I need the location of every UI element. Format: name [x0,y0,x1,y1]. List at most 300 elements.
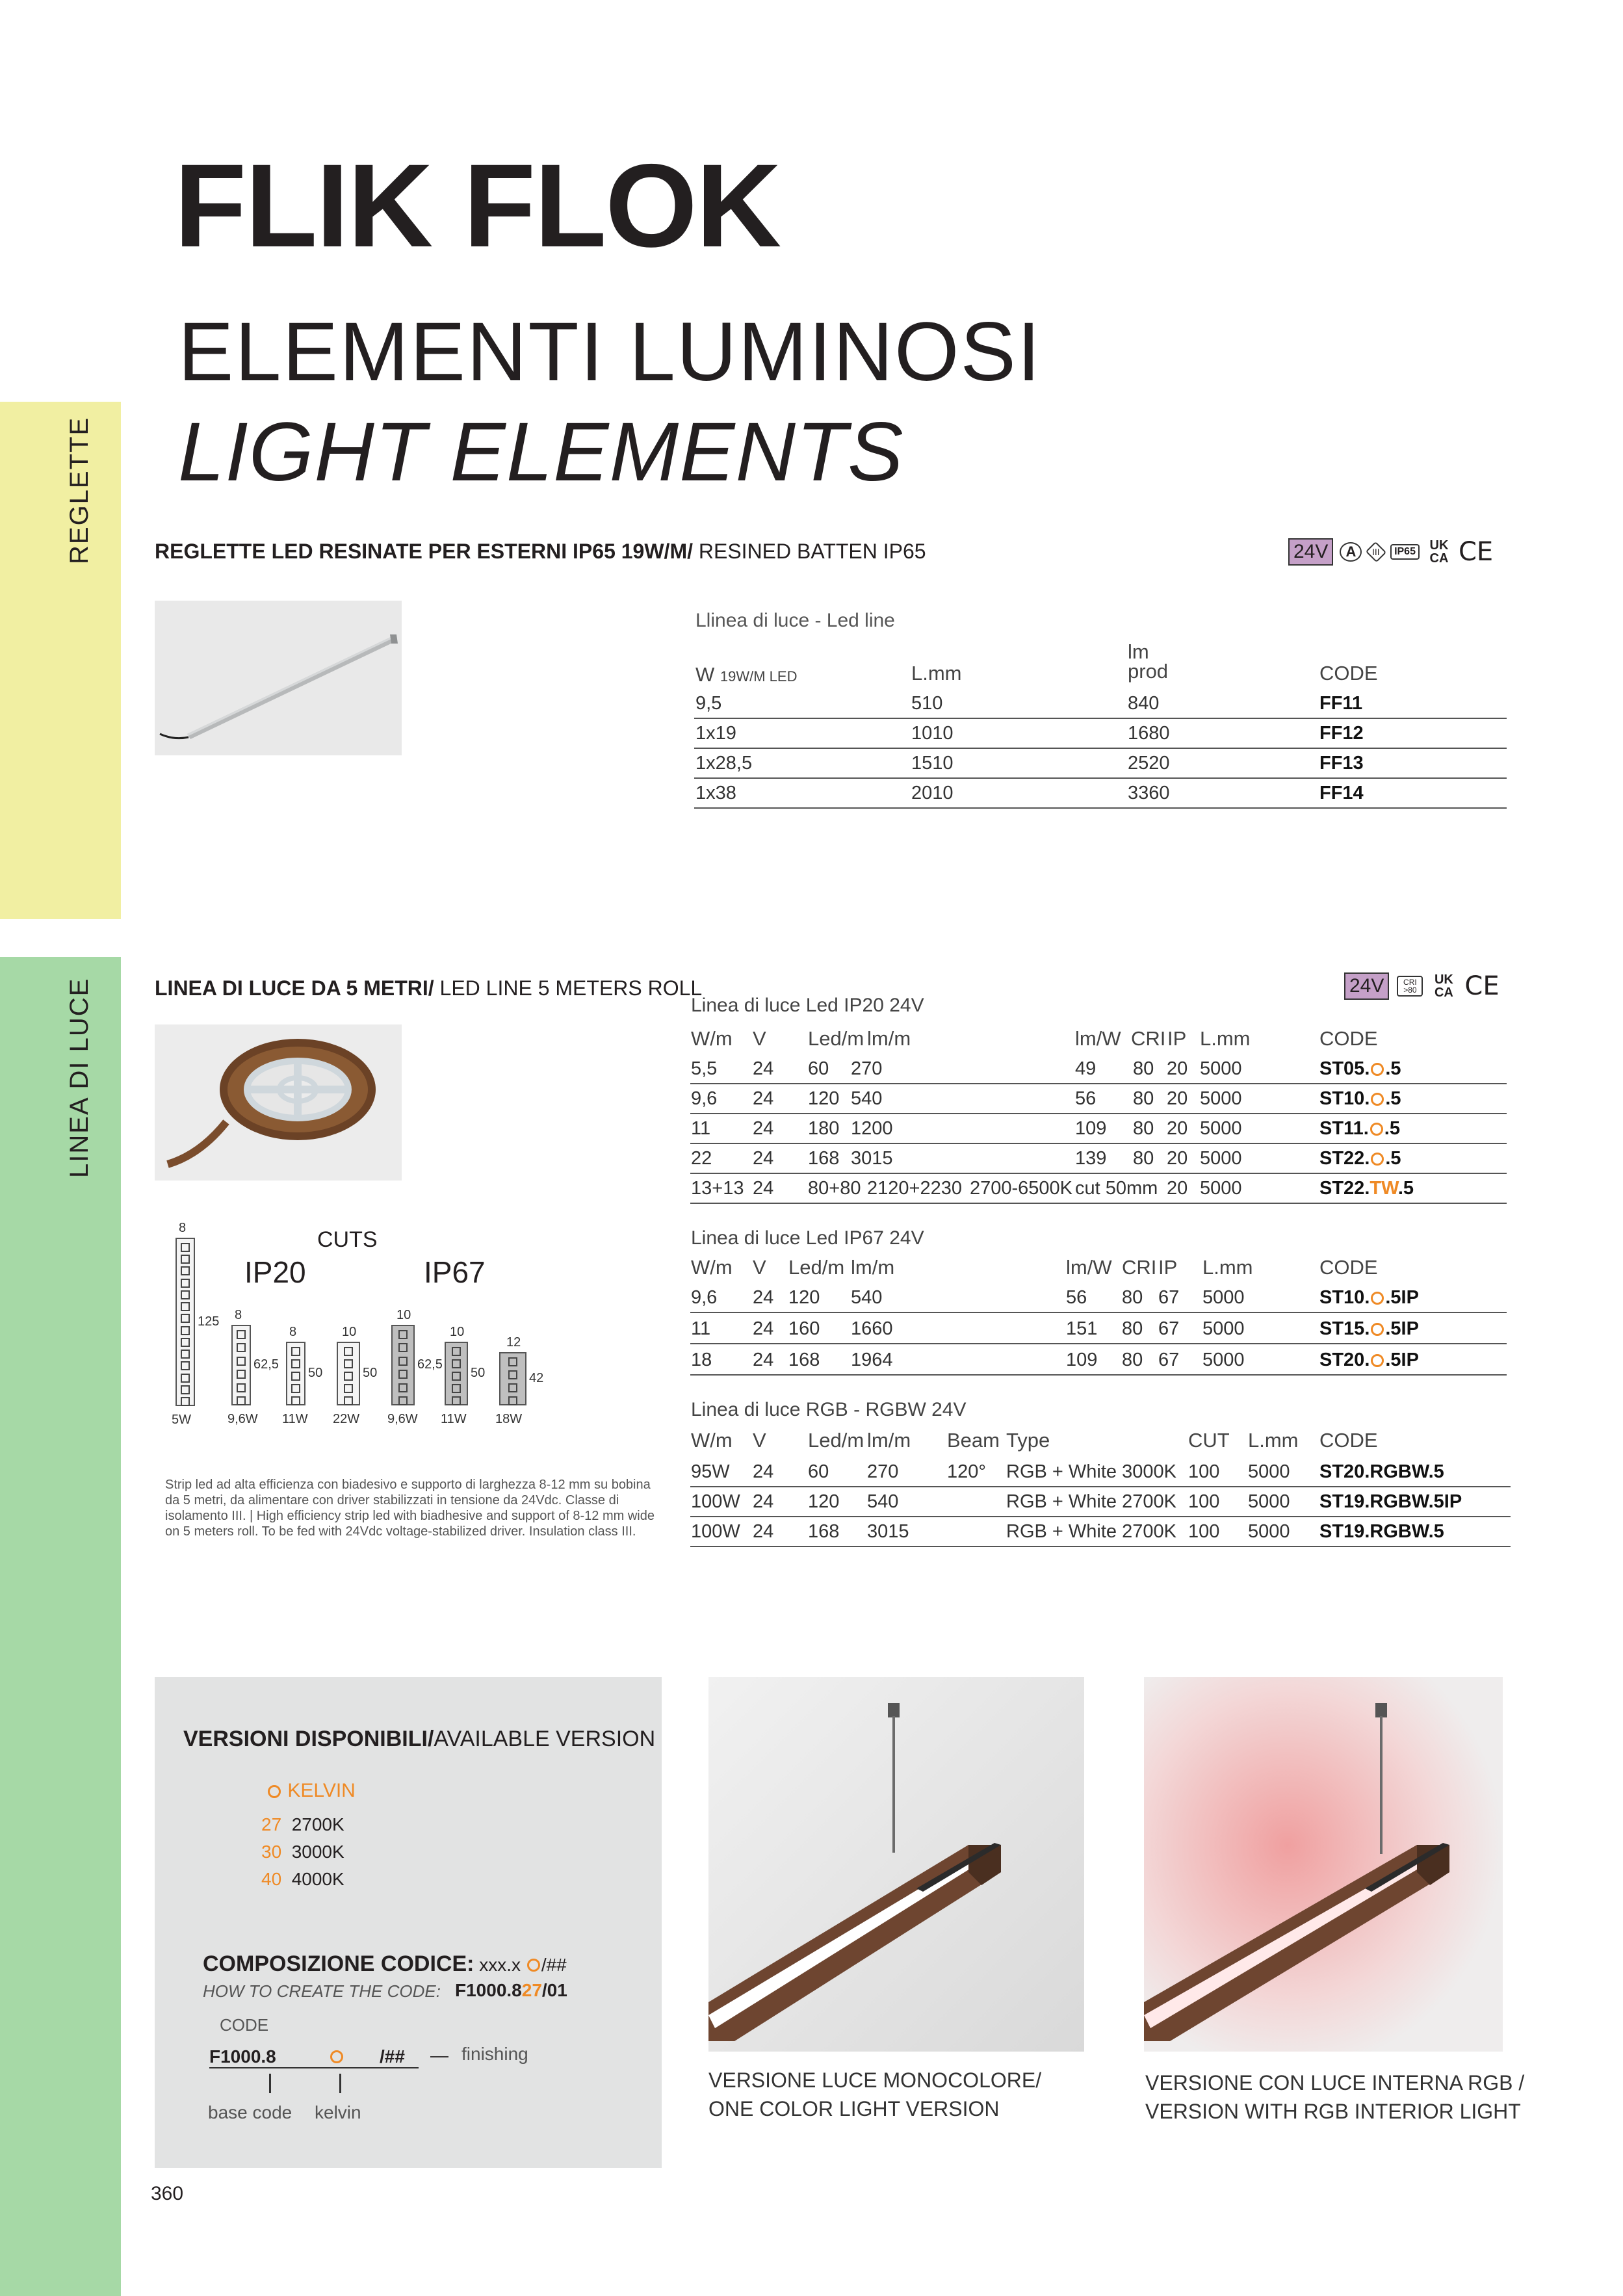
product-code [1319,1088,1401,1110]
table-header-cell: V [753,1027,766,1050]
table-cell: 2120+2230 [867,1178,962,1199]
table-row-divider [690,1143,1507,1144]
table-row-divider [694,777,1507,779]
ce-icon-linea: CE [1464,971,1500,1001]
led-chip [237,1330,246,1339]
led-chip [237,1396,246,1405]
howto-label: HOW TO CREATE THE CODE: [203,1981,441,2001]
code-example: F1000.827/01 [455,1980,567,2000]
strip-power-label: 5W [172,1413,191,1427]
strip-width-label: 10 [396,1308,411,1322]
table-cell: 510 [911,693,943,714]
product-code [1319,1350,1419,1371]
led-chip [452,1384,461,1393]
table-header-cell: lm/m [867,1429,911,1452]
code-suffix: .5IP [1385,1350,1419,1370]
strip-cut-length-label: 42 [529,1371,544,1385]
rgb-caption: VERSIONE CON LUCE INTERNA RGB / VERSION WITH RGB INTERIOR LIGHT [1145,2071,1525,2123]
code-prefix: ST15. [1319,1318,1370,1339]
kelvin-ring-icon [527,1959,540,1972]
rgb-photo [1144,1677,1503,2052]
led-chip [237,1383,246,1392]
led-chip [181,1385,190,1394]
table-header-cell: IP [1167,1027,1187,1050]
strip-cut-length-label: 62,5 [253,1357,279,1372]
led-chip [452,1359,461,1368]
kelvin-ring-icon [1371,1292,1384,1305]
code-suffix: .5 [1385,1148,1401,1169]
table-cell: 67 [1158,1350,1180,1370]
table-cell: 270 [851,1058,883,1079]
table-caption-ip67: Linea di luce Led IP67 24V [691,1227,924,1249]
batten-photo [155,601,402,755]
table-cell: 24 [753,1491,774,1512]
strip-cut-length-label: 50 [363,1366,378,1380]
table-header-cell: L.mm [1248,1429,1299,1452]
versions-box [155,1677,662,2168]
code-suffix: .5IP [1385,1287,1419,1308]
header-w: W 19W/M LED [695,663,798,686]
table-caption-led-line: Llinea di luce - Led line [695,610,895,631]
led-chip [181,1255,190,1264]
table-cell: 120 [808,1491,840,1512]
table-cell: 168 [808,1148,840,1169]
table-cell: 1x19 [695,723,736,744]
page-number: 360 [151,2183,184,2204]
kelvin-ring-icon [268,1785,281,1798]
table-cell: 109 [1066,1350,1098,1370]
table-cell: 11 [691,1318,711,1339]
led-chip [452,1396,461,1405]
table-row-divider [690,1083,1507,1084]
ip65-icon: IP65 [1390,544,1420,560]
table-cell: 24 [753,1118,774,1139]
led-chip [181,1243,190,1252]
table-cell: 24 [753,1461,774,1482]
table-cell: 80 [1133,1148,1154,1169]
table-cell: 1964 [851,1350,893,1370]
kelvin-ring-icon [1371,1323,1384,1336]
led-chip [398,1357,408,1366]
kelvin-ring-icon [1371,1153,1384,1166]
table-cell: 100W [691,1491,740,1512]
table-cell: 100 [1188,1491,1220,1512]
table-header-cell: CRI [1131,1027,1166,1050]
product-code [1319,1178,1414,1199]
code-prefix: ST10. [1319,1088,1370,1109]
table-header-cell: W/m [691,1256,733,1279]
table-header-cell: CUT [1188,1429,1230,1452]
table-header-cell: CODE [1319,1256,1378,1279]
led-chip [181,1290,190,1299]
table-cell: 5000 [1248,1461,1290,1482]
table-cell: 11 [691,1118,711,1139]
led-chip [181,1338,190,1347]
table-row-divider [690,1546,1511,1547]
strip-power-label: 11W [282,1412,308,1426]
table-cell: 20 [1167,1088,1188,1109]
table-cell: 5000 [1202,1287,1245,1308]
table-cell: 9,5 [695,693,722,714]
table-cell: 80 [1133,1088,1154,1109]
table-cell: 24 [753,1350,774,1370]
led-chip [452,1347,461,1356]
kelvin-ring-icon [1371,1354,1384,1367]
led-chip [291,1396,300,1405]
table-row-divider [690,1343,1507,1344]
table-cell: 24 [753,1058,774,1079]
table-cell: 20 [1167,1178,1188,1199]
led-chip [181,1350,190,1359]
table-cell: 840 [1128,693,1160,714]
table-header-cell: W/m [691,1429,733,1452]
table-header-cell: L.mm [1200,1027,1251,1050]
table-cell: 100W [691,1521,740,1542]
table-cell: 160 [788,1318,820,1339]
strip-width-label: 8 [235,1308,242,1322]
table-cell: 100 [1188,1521,1220,1542]
strip-description: Strip led ad alta efficienza con biadesivo e supporto di larghezza 8-12 mm su bobina da 5 metri, da alimentare con driver stabilizzati in tensione da 24Vdc. Classe di isolamento III. | High efficiency strip led with biadhesive and support of 8-12 mm wide on 5 meters roll. To be fed with 24Vdc voltage-stabilized driver. Insulation class III. [165,1478,655,1539]
led-chip [181,1361,190,1370]
cert-row-linea [1344,971,1500,1001]
table-cell: 100 [1188,1461,1220,1482]
kelvin-small-label: kelvin [315,2102,361,2122]
table-cell: 3015 [851,1148,893,1169]
table-header-cell: CODE [1319,1429,1378,1452]
product-code [1319,1058,1401,1080]
table-cell: RGB + White 3000K [1006,1461,1176,1482]
led-strip [391,1325,415,1405]
table-row-divider [694,807,1507,809]
led-strip [286,1342,305,1405]
code-dash: — [430,2045,448,2065]
table-header-cell: Led/m [808,1027,864,1050]
strip-power-label: 18W [495,1412,523,1426]
table-cell: 80 [1122,1350,1143,1370]
table-cell: 5000 [1200,1148,1242,1169]
kelvin-ring-icon [1371,1093,1384,1106]
led-chip [237,1343,246,1352]
product-code: FF12 [1319,723,1364,744]
led-chip [181,1302,190,1311]
table-header-cell: lm/m [867,1027,911,1050]
table-cell: 120 [788,1287,820,1308]
table-cell: 20 [1167,1148,1188,1169]
table-cell: 80 [1122,1318,1143,1339]
side-label-linea: LINEA DI LUCE [65,977,94,1178]
code-tunable-white: TW [1370,1178,1398,1199]
kelvin-item: 40 4000K [261,1869,344,1889]
led-chip [291,1347,300,1356]
table-cell: 151 [1066,1318,1098,1339]
table-header-cell: Beam [947,1429,1000,1452]
led-reel-photo [155,1024,402,1181]
table-cell: 13+13 [691,1178,744,1199]
table-cell: RGB + White 2700K [1006,1521,1176,1542]
led-chip [291,1372,300,1381]
code-prefix: ST20. [1319,1350,1370,1370]
base-code-pointer [269,2074,271,2093]
table-cell: 1510 [911,753,954,774]
product-code: ST19.RGBW.5 [1319,1521,1444,1542]
table-cell: 270 [867,1461,899,1482]
table-cell: 540 [851,1287,883,1308]
strip-cut-length-label: 50 [308,1366,323,1380]
class-iii-icon: III [1366,541,1386,562]
table-cell: 22 [691,1148,712,1169]
kelvin-item: 27 2700K [261,1814,344,1834]
code-prefix: ST11. [1319,1118,1369,1139]
side-tab-reglette [0,402,121,919]
table-cell: 540 [851,1088,883,1109]
strip-cut-length-label: 125 [198,1314,220,1329]
table-header-cell: lm/W [1075,1027,1121,1050]
table-cell: 1660 [851,1318,893,1339]
table-row-divider [690,1173,1507,1174]
table-cell: 95W [691,1461,730,1482]
table-header-cell: L.mm [1202,1256,1253,1279]
table-cell: 56 [1066,1287,1087,1308]
product-code: FF11 [1319,693,1363,714]
title-italian: ELEMENTI LUMINOSI [178,306,1042,398]
code-suffix: .5 [1384,1118,1400,1139]
led-chip [344,1359,353,1368]
led-chip [181,1397,190,1406]
side-tab-linea [0,957,121,2296]
voltage-badge: 24V [1288,538,1333,566]
led-chip [398,1343,408,1352]
code-label: CODE [220,2015,269,2035]
led-chip [508,1396,517,1405]
ukca-icon: UK CA [1429,538,1449,566]
led-strip [175,1238,195,1406]
table-row-divider [690,1516,1511,1517]
table-cell: 67 [1158,1318,1180,1339]
ukca-icon-linea: UK CA [1434,972,1453,1000]
table-cell: 5,5 [691,1058,718,1079]
ce-icon: CE [1458,537,1494,567]
header-lm-prod: lm prod [1128,640,1169,683]
strip-power-label: 22W [333,1412,360,1426]
code-kelvin-ring-icon [330,2050,343,2063]
table-cell: 5000 [1200,1058,1242,1079]
strip-cut-length-label: 62,5 [417,1357,443,1372]
code-suffix: .5 [1385,1058,1401,1079]
table-cell: RGB + White 2700K [1006,1491,1176,1512]
led-chip [508,1370,517,1379]
table-cell: 18 [691,1350,712,1370]
versions-title: VERSIONI DISPONIBILI/AVAILABLE VERSION [183,1727,656,1751]
table-row-divider [694,748,1507,749]
table-cell: 2700-6500K [970,1178,1073,1199]
kelvin-pointer [339,2074,341,2093]
table-cell: 1x28,5 [695,753,753,774]
led-chip [508,1357,517,1366]
table-cell: 5000 [1248,1521,1290,1542]
table-cell: 5000 [1202,1350,1245,1370]
mono-caption: VERSIONE LUCE MONOCOLORE/ ONE COLOR LIGHT VERSION [708,2068,1042,2120]
table-header-cell: CRI [1122,1256,1157,1279]
product-code: ST20.RGBW.5 [1319,1461,1444,1482]
table-row-divider [690,1374,1507,1376]
composition-title: COMPOSIZIONE CODICE: xxx.x /## [203,1951,567,1976]
led-chip [181,1326,190,1335]
table-cell: 1010 [911,723,954,744]
code-prefix: ST10. [1319,1287,1370,1308]
table-header-cell: Type [1006,1429,1050,1452]
table-cell: 2520 [1128,753,1170,774]
table-caption-ip20: Linea di luce Led IP20 24V [691,995,924,1016]
class-a-icon: A [1340,542,1362,562]
cuts-ip20-label: IP20 [244,1255,306,1289]
led-chip [508,1383,517,1392]
led-chip [344,1384,353,1393]
table-header-cell: Led/m [788,1256,845,1279]
code-base-field: F1000.8 [209,2046,385,2068]
table-cell: 3360 [1128,783,1170,803]
voltage-badge-linea: 24V [1344,972,1389,1000]
table-row-divider [690,1312,1507,1313]
strip-cut-length-label: 50 [471,1366,486,1380]
led-chip [181,1266,190,1275]
table-cell: 5000 [1248,1491,1290,1512]
code-prefix: ST05. [1319,1058,1370,1079]
table-cell: 5000 [1200,1118,1242,1139]
table-header-cell: lm/m [851,1256,895,1279]
table-cell: 24 [753,1287,774,1308]
product-code [1319,1318,1419,1340]
table-cell: 80+80 [808,1178,861,1199]
table-cell: 2010 [911,783,954,803]
product-code: FF14 [1319,783,1364,803]
table-cell: 24 [753,1088,774,1109]
strip-width-label: 8 [289,1325,297,1339]
finishing-label: finishing [461,2044,528,2064]
led-chip [344,1372,353,1381]
table-cell: 9,6 [691,1088,718,1109]
table-cell: 1680 [1128,723,1170,744]
cuts-title: CUTS [317,1227,378,1252]
table-row-divider [690,1113,1507,1114]
table-cell: 24 [753,1178,774,1199]
table-cell: 20 [1167,1118,1188,1139]
product-code: FF13 [1319,753,1364,774]
strip-width-label: 8 [179,1221,187,1235]
led-chip [291,1359,300,1368]
code-suffix: .5 [1397,1178,1414,1199]
table-cell: 120 [808,1088,840,1109]
table-header-cell: CODE [1319,1027,1378,1050]
brand-title: FLIK FLOK [174,139,781,272]
strip-width-label: 10 [450,1325,465,1339]
table-cell: 120° [947,1461,986,1482]
table-cell: 109 [1075,1118,1107,1139]
led-chip [181,1314,190,1323]
led-strip [231,1325,251,1405]
cuts-diagram [156,1213,559,1454]
table-cell: 168 [788,1350,820,1370]
table-cell: 139 [1075,1148,1107,1169]
table-header-cell: V [753,1429,766,1452]
table-cell: 5000 [1202,1318,1245,1339]
header-code: CODE [1319,662,1378,685]
led-chip [398,1370,408,1379]
code-prefix: ST22. [1319,1178,1370,1199]
table-cell: cut 50mm [1075,1178,1158,1199]
code-suffix: .5 [1385,1088,1401,1109]
led-chip [398,1330,408,1339]
led-chip [344,1396,353,1405]
table-cell: 180 [808,1118,840,1139]
table-row-divider [694,718,1507,719]
table-cell: 49 [1075,1058,1097,1079]
table-header-cell: V [753,1256,766,1279]
product-code [1319,1148,1401,1169]
kelvin-list [261,1811,344,1893]
table-cell: 60 [808,1058,829,1079]
table-cell: 80 [1133,1118,1154,1139]
table-cell: 5000 [1200,1088,1242,1109]
header-lmm: L.mm [911,662,962,685]
table-cell: 1x38 [695,783,736,803]
table-cell: 60 [808,1461,829,1482]
table-cell: 1200 [851,1118,893,1139]
led-chip [452,1372,461,1381]
kelvin-label: KELVIN [266,1780,356,1802]
table-cell: 540 [867,1491,899,1512]
strip-power-label: 11W [441,1412,467,1426]
product-code [1319,1287,1419,1309]
strip-power-label: 9,6W [387,1412,418,1426]
code-prefix: ST22. [1319,1148,1370,1169]
table-cell: 9,6 [691,1287,718,1308]
table-row-divider [690,1486,1511,1487]
table-cell: 168 [808,1521,840,1542]
strip-power-label: 9,6W [227,1412,258,1426]
table-header-cell: lm/W [1066,1256,1112,1279]
table-cell: 56 [1075,1088,1097,1109]
led-strip [499,1352,526,1405]
table-cell: 24 [753,1521,774,1542]
kelvin-ring-icon [1371,1063,1384,1076]
side-label-reglette: REGLETTE [65,416,94,564]
strip-width-label: 10 [342,1325,357,1339]
led-chip [237,1370,246,1379]
table-cell: 20 [1167,1058,1188,1079]
table-cell: 5000 [1200,1178,1242,1199]
led-chip [398,1383,408,1392]
cert-row-reglette [1288,537,1493,567]
led-chip [291,1384,300,1393]
table-cell: 3015 [867,1521,909,1542]
led-chip [181,1374,190,1383]
table-cell: 80 [1133,1058,1154,1079]
cri-icon: CRI >80 [1397,976,1423,997]
table-cell: 80 [1122,1287,1143,1308]
table-cell: 24 [753,1318,774,1339]
led-chip [237,1357,246,1366]
table-header-cell: W/m [691,1027,733,1050]
led-strip [337,1342,360,1405]
table-row-divider [690,1203,1507,1204]
kelvin-ring-icon [1370,1123,1383,1136]
led-chip [398,1396,408,1405]
mono-color-photo [708,1677,1084,2052]
title-english: LIGHT ELEMENTS [178,406,904,499]
product-code: ST19.RGBW.5IP [1319,1491,1462,1512]
cuts-ip67-label: IP67 [424,1255,486,1289]
table-cell: 67 [1158,1287,1180,1308]
